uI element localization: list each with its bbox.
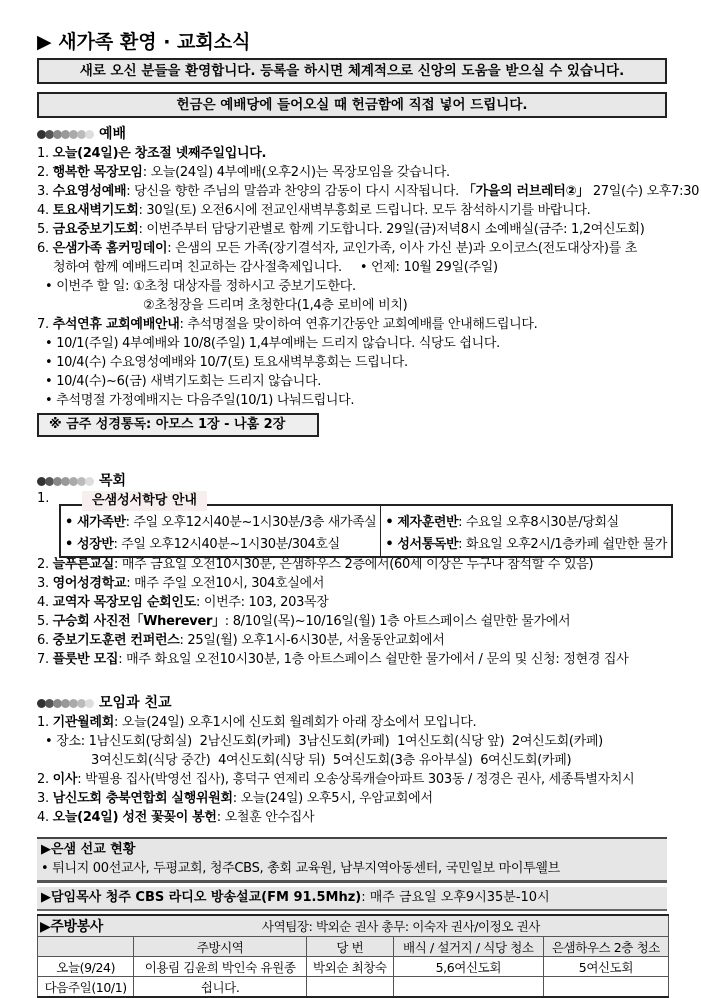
worship-item [37,163,667,182]
todo-line-2: ②초청장을 드리며 초청한다(1,4층 로비에 비치) [143,298,408,313]
text: : 박필용 집사(박영선 집사), 흥덕구 연제리 오송상록캐슬아파트 303동 / 정경은 권사, 세종특별자치시 [77,772,635,787]
label: 영어성경학교 [52,576,127,591]
num: 1. [37,491,50,506]
text: : 이번주부터 담당기관별로 함께 기도합니다. 29일(금)저녁8시 소예배실(금주: 1,2여신도회) [138,222,645,237]
dot-icon [85,477,94,486]
holiday-bullet: • 10/1(주일) 4부예배와 10/8(주일) 1,4부예배는 드리지 않습니다. 식당도 쉽니다. [45,336,500,351]
section-title: 예배 [99,126,127,142]
section-heading-worship [37,124,667,144]
column-header [38,937,134,957]
text: : 8/10일(목)~10/16일(월) 1층 아트스페이스 쉴만한 물가에서 [224,614,571,629]
section-title: 목회 [99,473,127,489]
num: 2. [37,772,49,787]
kitchen-title: ▶주방봉사 [38,915,134,937]
holiday-bullet: • 추석명절 가정예배지는 다음주일(10/1) 나눠드립니다. [45,393,355,408]
worship-item [37,144,667,163]
column-header: 배식 / 설거지 / 식당 청소 [393,937,543,957]
section-title: 모임과 친교 [99,695,172,711]
fellowship-item-1: 1. 기관월례회: 오늘(24일) 오후1시에 신도회 월례회가 아래 장소에서 모입니다. [37,715,477,730]
column-header: 은샘하우스 2층 청소 [543,937,668,957]
num: 7. [37,652,49,667]
num: 5. [37,222,49,237]
label: 중보기도훈련 컨퍼런스 [52,633,180,648]
item6-continuation [37,258,667,277]
class-cell: • 성장반: 주일 오후12시40분~1시30분/304호실 [65,537,340,552]
label: 늘푸른교실 [52,557,114,572]
bible-school-title: 은샘성서학당 안내 [82,491,207,511]
num: 2. [37,165,49,180]
holiday-bullet: • 10/4(수)~6(금) 새벽기도회는 드리지 않습니다. [45,374,322,389]
dot-icon [85,130,94,139]
num: 6. [37,241,49,256]
fellowship-item [37,808,667,827]
bulletin-page [37,28,700,998]
class-cell: • 새가족반: 주일 오후12시40분~1시30분/3층 새가족실 [65,515,377,530]
num: 7. [37,317,49,332]
num: 6. [37,633,49,648]
text: 청하여 함께 예배드리며 친교하는 감사절축제입니다. [53,260,342,275]
worship-item [37,182,700,201]
fellowship-item [37,770,667,789]
label: 구승회 사진전「Wherever」 [52,614,225,629]
text: : 당신을 향한 주님의 말씀과 찬양의 감동이 다시 시작됩니다. [126,184,459,199]
table-row [38,957,669,977]
class-cell: • 제자훈련반: 수요일 오후8시30분/당회실 [381,505,672,534]
radio-title: ▶담임목사 청주 CBS 라디오 방송설교(FM 91.5Mhz) [41,890,362,905]
num: 2. [37,557,49,572]
num: 4. [37,203,49,218]
pastoral-item [37,650,667,669]
label: 은샘가족 홈커밍데이 [52,241,168,256]
label-2: 「가을의 러브레터②」 [462,184,589,199]
column-header: 당 번 [306,937,393,957]
text: : 매주 금요일 오전10시30분, 은샘하우스 2층에서(60세 이상은 누구나 참석할 수 있음) [113,557,594,572]
text: : 오철훈 안수집사 [216,810,315,825]
class-cell: • 성서통독반: 화요일 오후2시/1층카페 쉴만한 물가 [381,534,672,557]
table-cell: 5,6여신도회 [393,957,543,977]
when-text: • 언제: 10월 29일(주일) [359,260,498,275]
label: 행복한 목장모임 [52,165,143,180]
label: 남신도회 충북연합회 실행위원회 [52,791,233,806]
num: 3. [37,576,49,591]
column-header: 주방시역 [134,937,306,957]
bible-reading-box: ※ 금주 성경통독: 아모스 1장 - 나훔 2장 [37,413,319,437]
label: 이사 [52,772,78,787]
text: : 매주 주일 오전10시, 304호실에서 [126,576,325,591]
table-cell: 쉽니다. [134,977,306,998]
label: 플룻반 모집 [52,652,119,667]
dot-icon [85,699,94,708]
num: 1. [37,146,49,161]
worship-item-7 [37,315,667,334]
welcome-banner: 새로 오신 분들을 환영합니다. 등록을 하시면 체계적으로 신앙의 도움을 받으실 수 있습니다. [37,58,667,84]
pastoral-item [37,631,667,650]
pastoral-item [37,593,667,612]
table-cell [393,977,543,998]
label: 교역자 목장모임 순회인도 [52,595,196,610]
text: : 은샘의 모든 가족(장기결석자, 교인가족, 이사 가신 분)과 오이코스(전도대상자)를 초 [167,241,638,256]
table-cell: 오늘(9/24) [38,957,134,977]
text: : 30일(토) 오전6시에 전교인새벽부흥회로 드립니다. 모두 참석하시기를 바랍니다. [138,203,591,218]
holiday-bullet: • 10/4(수) 수요영성예배와 10/7(토) 토요새벽부흥회는 드립니다. [45,355,408,370]
label: 토요새벽기도회 [52,203,139,218]
table-cell [306,977,393,998]
table-cell [543,977,668,998]
pastoral-item [37,574,667,593]
num: 4. [37,810,49,825]
label: 금요중보기도회 [52,222,139,237]
mission-title: ▶은샘 선교 현황 [41,842,136,857]
num: 4. [37,595,49,610]
fellowship-item [37,789,667,808]
bible-school-table [59,504,673,558]
text: : 오늘(24일) 오후5시, 우암교회에서 [232,791,433,806]
text: : 오늘(24일) 4부예배(오후2시)는 목장모임을 갖습니다. [142,165,450,180]
table-row [38,977,669,998]
kitchen-staff: 사역팀장: 박외순 권사 총무: 이숙자 권사/이정오 권사 [134,915,669,937]
text: : 25일(월) 오후1시-6시30분, 서울동안교회에서 [179,633,445,648]
bullet-dots-icon [37,477,93,486]
offering-banner: 헌금은 예배당에 들어오실 때 헌금함에 직접 넣어 드립니다. [37,92,667,118]
text: : 이번주: 103, 203목장 [195,595,329,610]
kitchen-service-table [37,914,669,998]
bullet-dots-icon [37,699,93,708]
label: 오늘(24일)은 창조절 넷째주일입니다. [52,146,267,161]
radio-sermon-box [37,887,667,911]
text: : 추석명절을 맞이하여 연휴기간동안 교회예배를 안내해드립니다. [179,317,538,332]
section-heading-pastoral [37,471,667,491]
todo-line-1: • 이번주 할 일: ①초청 대상자를 정하시고 중보기도한다. [45,279,356,294]
num: 3. [37,791,49,806]
text-2: 27일(수) 오후7:30 [592,184,700,199]
places-line-2: 3여신도회(식당 중간) 4여신도회(식당 뒤) 5여신도회(3층 유아부실) 6여신도회(카페) [91,753,572,768]
radio-time: : 매주 금요일 오후9시35분-10시 [361,890,550,905]
worship-item [37,220,667,239]
mission-text: • 튀니지 00선교사, 두평교회, 청주CBS, 총회 교육원, 남부지역아동센터, 국민일보 마이투웰브 [41,861,560,876]
page-title: ▶ 새가족 환영 · 교회소식 [37,31,251,53]
label: 수요영성예배 [52,184,127,199]
pastoral-item [37,612,667,631]
label: 오늘(24일) 성전 꽃꽂이 봉헌 [52,810,217,825]
label: 추석연휴 교회예배안내 [52,317,180,332]
table-cell: 5여신도회 [543,957,668,977]
text: : 매주 화요일 오전10시30분, 1층 아트스페이스 쉴만한 물가에서 / 문의 및 신청: 정현경 집사 [118,652,629,667]
section-heading-fellowship [37,693,667,713]
table-cell: 이용림 김윤희 박인숙 유원종 [134,957,306,977]
table-cell: 박외순 최창숙 [306,957,393,977]
worship-item [37,239,667,258]
num: 5. [37,614,49,629]
worship-item [37,201,667,220]
bullet-dots-icon [37,130,93,139]
num: 3. [37,184,49,199]
places-line-1: • 장소: 1남신도회(당회실) 2남신도회(카페) 3남신도회(카페) 1여신도회(식당 앞) 2여신도회(카페) [45,734,603,749]
bible-school-box [37,491,667,555]
mission-box [37,837,667,883]
table-cell: 다음주일(10/1) [38,977,134,998]
